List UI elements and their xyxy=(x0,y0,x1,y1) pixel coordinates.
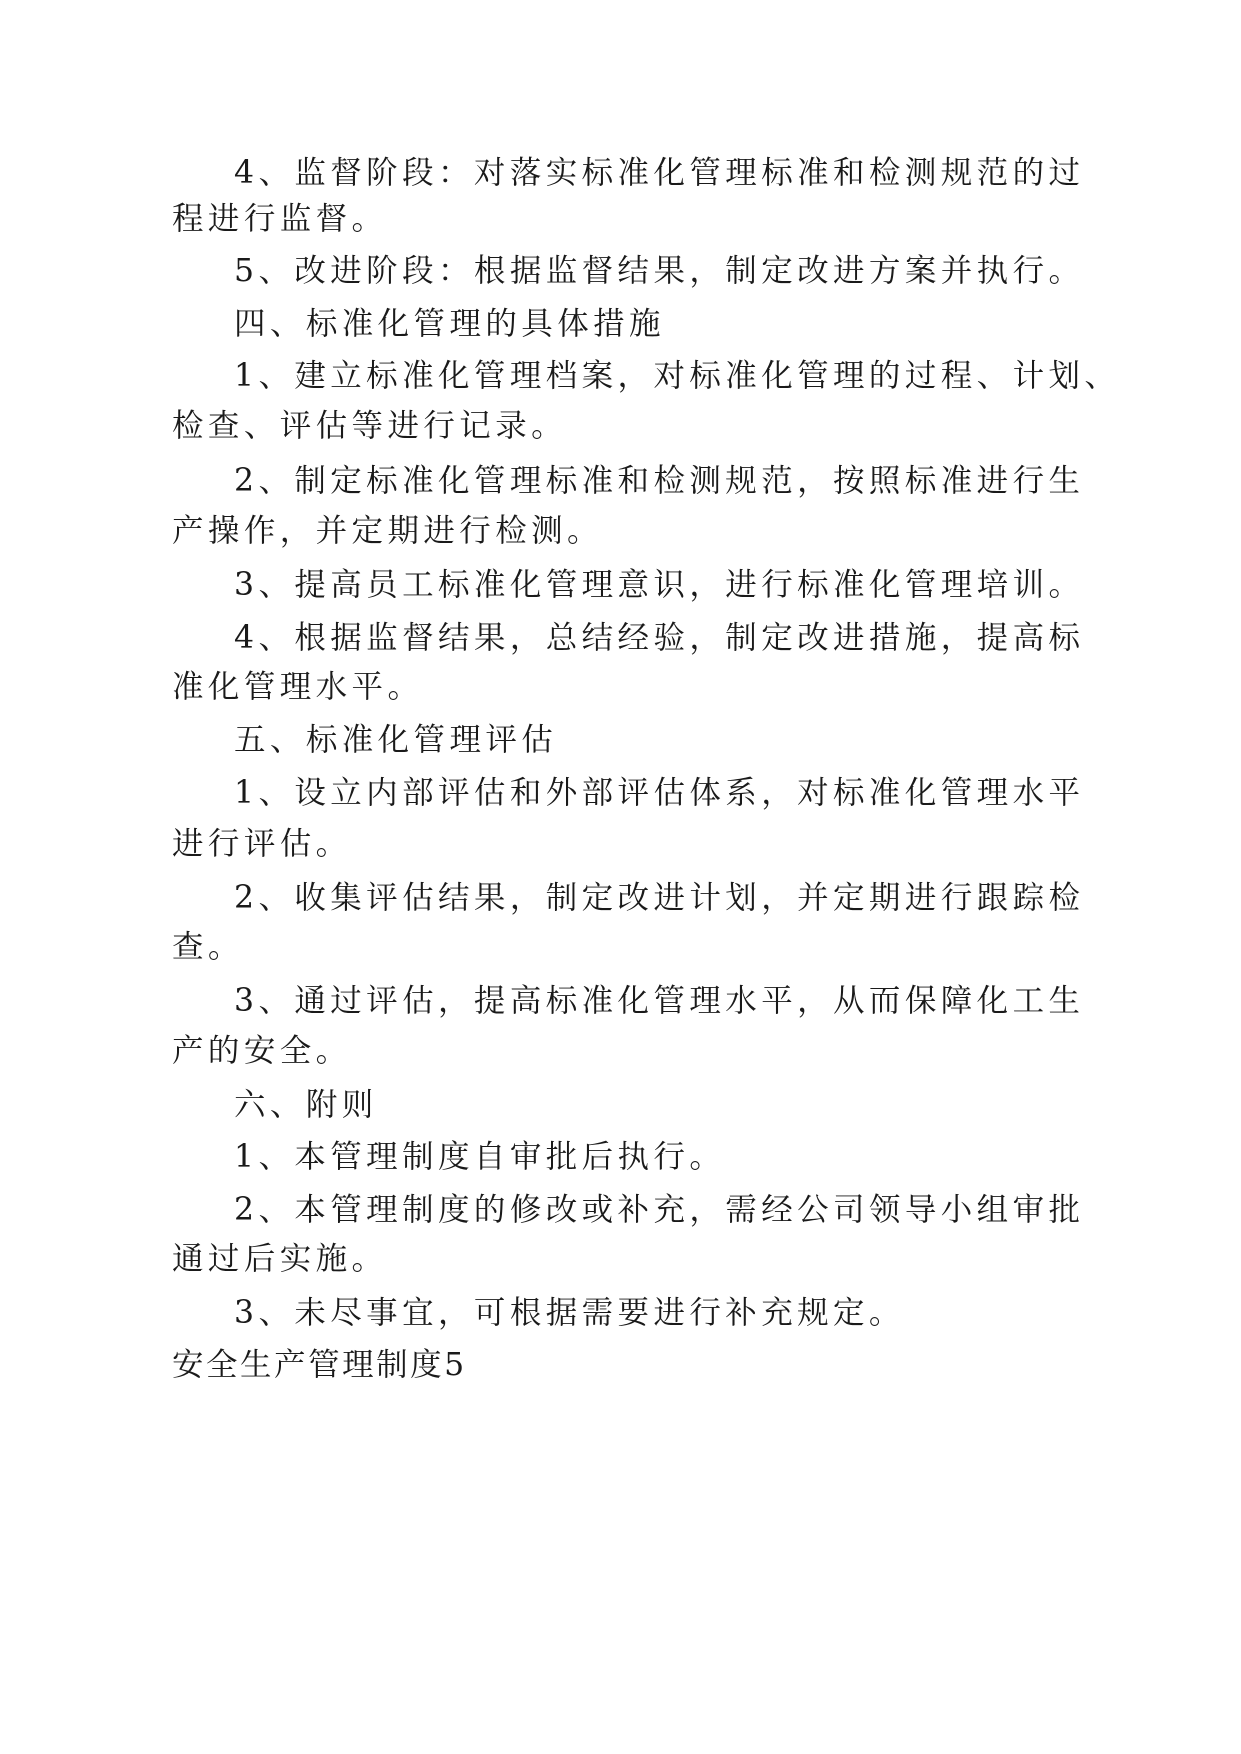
section-heading: 六、附则 xyxy=(234,1087,378,1123)
paragraph-line: 1、本管理制度自审批后执行。 xyxy=(234,1139,726,1175)
paragraph-line: 1、建立标准化管理档案，对标准化管理的过程、计划、 xyxy=(234,358,1121,394)
section-heading: 四、标准化管理的具体措施 xyxy=(234,306,665,342)
paragraph-line: 程进行监督。 xyxy=(172,201,388,237)
paragraph-line: 3、提高员工标准化管理意识，进行标准化管理培训。 xyxy=(234,567,1085,603)
paragraph-line: 4、根据监督结果，总结经验，制定改进措施，提高标 xyxy=(234,620,1085,656)
paragraph-line: 准化管理水平。 xyxy=(172,669,424,705)
paragraph-line: 产的安全。 xyxy=(172,1033,352,1069)
paragraph-line: 3、通过评估，提高标准化管理水平，从而保障化工生 xyxy=(234,983,1085,1019)
section-heading: 五、标准化管理评估 xyxy=(234,722,558,758)
paragraph-line: 查。 xyxy=(172,929,244,965)
paragraph-line: 2、制定标准化管理标准和检测规范，按照标准进行生 xyxy=(234,463,1085,499)
paragraph-line: 4、监督阶段：对落实标准化管理标准和检测规范的过 xyxy=(234,155,1085,191)
paragraph-line: 通过后实施。 xyxy=(172,1241,388,1277)
paragraph-line: 2、收集评估结果，制定改进计划，并定期进行跟踪检 xyxy=(234,880,1085,916)
section-title: 安全生产管理制度5 xyxy=(172,1347,467,1383)
paragraph-line: 产操作，并定期进行检测。 xyxy=(172,513,603,549)
paragraph-line: 2、本管理制度的修改或补充，需经公司领导小组审批 xyxy=(234,1192,1085,1228)
paragraph-line: 5、改进阶段：根据监督结果，制定改进方案并执行。 xyxy=(234,253,1085,289)
paragraph-line: 进行评估。 xyxy=(172,826,352,862)
paragraph-line: 3、未尽事宜，可根据需要进行补充规定。 xyxy=(234,1295,905,1331)
paragraph-line: 检查、评估等进行记录。 xyxy=(172,408,568,444)
paragraph-line: 1、设立内部评估和外部评估体系，对标准化管理水平 xyxy=(234,775,1085,811)
